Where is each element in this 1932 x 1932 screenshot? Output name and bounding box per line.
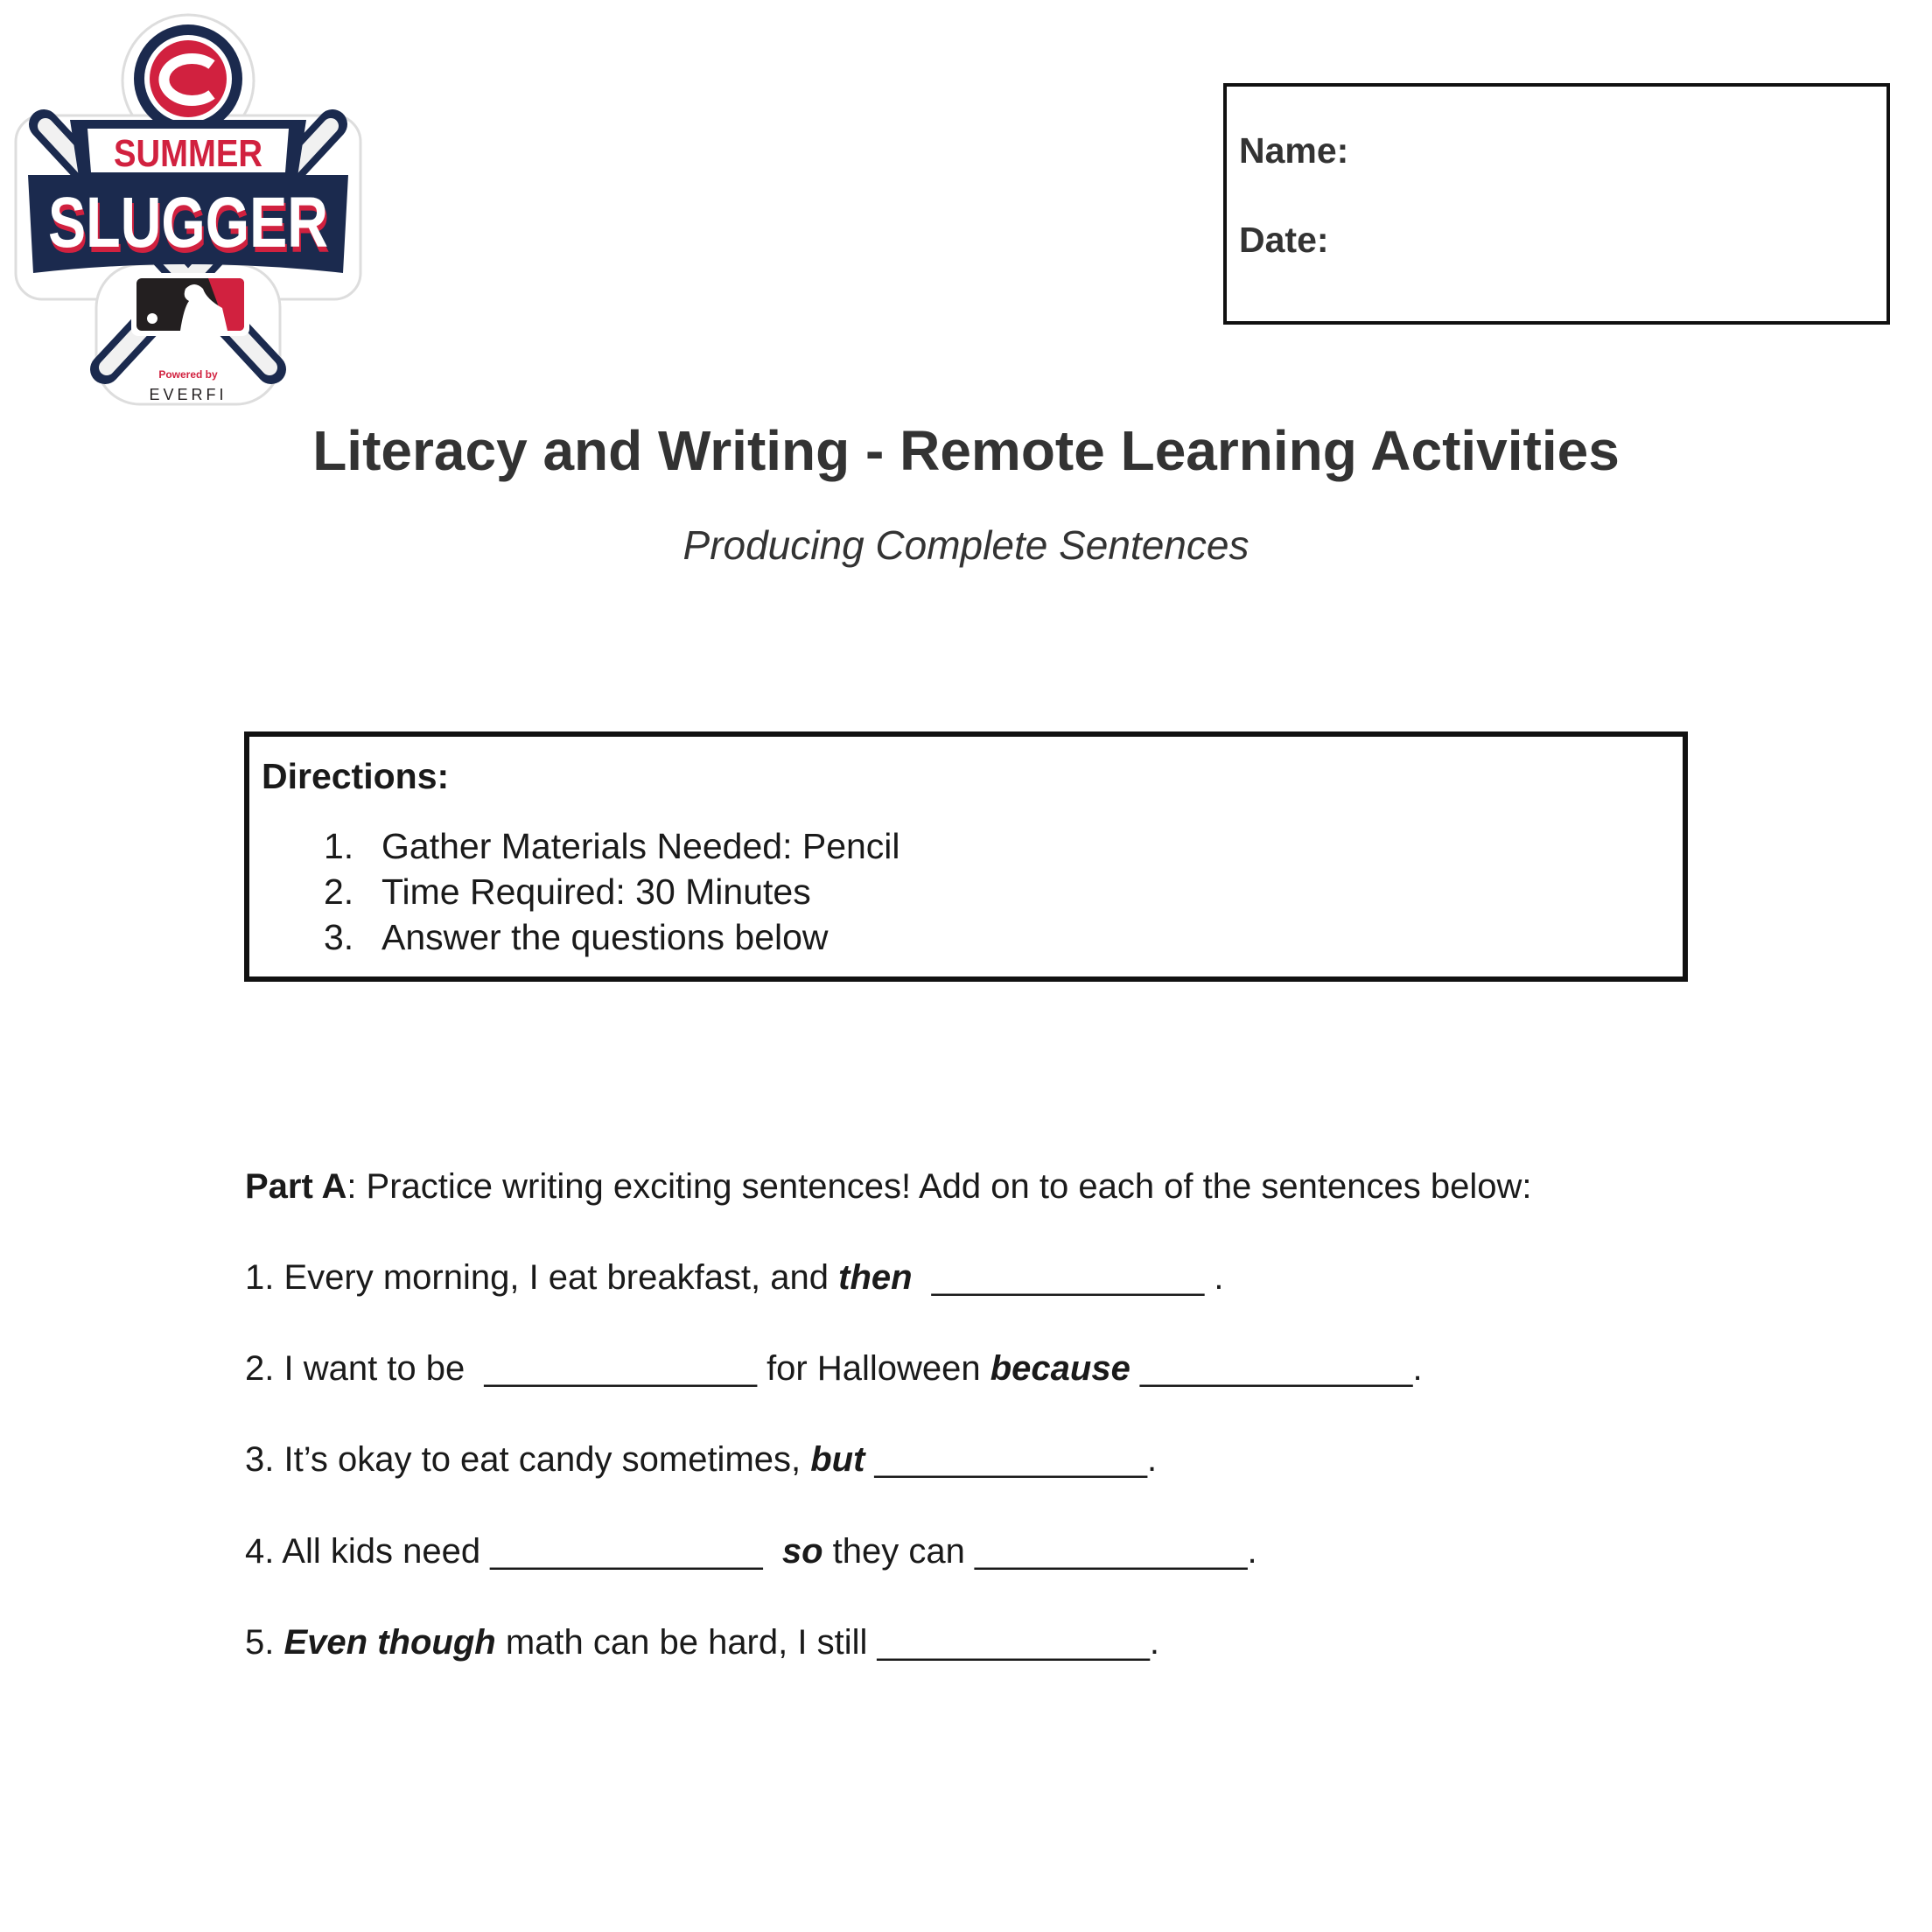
logo-powered-by: Powered by	[158, 368, 218, 381]
date-label: Date:	[1239, 220, 1329, 260]
text: .	[1149, 1623, 1160, 1662]
text: 5.	[245, 1623, 284, 1662]
text: .	[1412, 1349, 1423, 1388]
text: for Halloween	[756, 1349, 990, 1388]
directions-box	[244, 732, 1688, 982]
text: .	[1204, 1258, 1224, 1297]
emphasis: Even though	[284, 1623, 496, 1662]
emphasis: because	[990, 1349, 1130, 1388]
page-subtitle: Producing Complete Sentences	[682, 522, 1250, 568]
item-text: Time Required: 30 Minutes	[382, 872, 811, 912]
answer-blank[interactable]: ______________	[1139, 1349, 1413, 1388]
sentence-2	[245, 1349, 1423, 1389]
sentence-5	[245, 1623, 1159, 1662]
logo-slugger-text: SLUGGER	[48, 183, 328, 262]
answer-blank[interactable]: ______________	[874, 1440, 1147, 1479]
logo-everfi: EVERFI	[149, 386, 228, 403]
answer-blank[interactable]: ______________	[490, 1532, 763, 1571]
sentence-1	[245, 1258, 1223, 1298]
emphasis: then	[838, 1258, 913, 1297]
text	[864, 1440, 874, 1479]
item-number: 2.	[324, 872, 354, 912]
sentence-3	[245, 1440, 1157, 1480]
text: .	[1147, 1440, 1158, 1479]
name-label: Name:	[1239, 130, 1349, 171]
item-number: 3.	[324, 917, 354, 957]
directions-label: Directions:	[262, 756, 450, 796]
name-date-box	[1223, 83, 1890, 325]
text: 4. All kids need	[245, 1532, 491, 1571]
text: they can	[822, 1532, 975, 1571]
item-text: Gather Materials Needed: Pencil	[382, 826, 900, 866]
answer-blank[interactable]: ______________	[975, 1532, 1248, 1571]
text: .	[1247, 1532, 1257, 1571]
answer-blank[interactable]: ______________	[877, 1623, 1150, 1662]
text: 1. Every morning, I eat breakfast, and	[245, 1258, 839, 1297]
item-number: 1.	[324, 826, 354, 866]
item-text: Answer the questions below	[382, 917, 829, 957]
answer-blank[interactable]: ______________	[484, 1349, 757, 1388]
part-a-instruction	[245, 1167, 1531, 1207]
part-a-label: Part A	[245, 1167, 347, 1206]
page-title: Literacy and Writing - Remote Learning Activities	[312, 419, 1620, 482]
emphasis: so	[781, 1532, 823, 1571]
instruction-text: : Practice writing exciting sentences! Add on to each of the sentences below:	[346, 1167, 1532, 1206]
text	[913, 1258, 932, 1297]
text	[763, 1532, 782, 1571]
text	[1130, 1349, 1140, 1388]
emphasis: but	[810, 1440, 865, 1479]
sentence-4	[245, 1532, 1257, 1572]
answer-blank[interactable]: ______________	[931, 1258, 1205, 1297]
logo-summer-text: SUMMER	[114, 132, 262, 175]
text: math can be hard, I still	[495, 1623, 878, 1662]
text: 3. It’s okay to eat candy sometimes,	[245, 1440, 811, 1479]
summer-slugger-logo	[9, 10, 368, 413]
text: 2. I want to be	[245, 1349, 485, 1388]
